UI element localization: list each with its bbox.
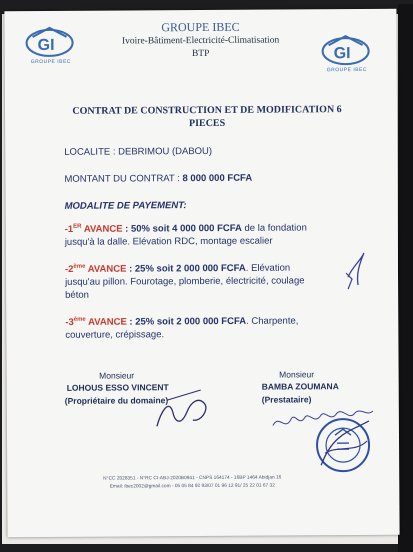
advance-3-ordinal: ème (73, 316, 86, 323)
advance-2-amount: 2 000 000 FCFA (176, 262, 246, 275)
amount-label: MONTANT DU CONTRAT : (64, 173, 183, 185)
advance-2-line2: jusqu'au pillon. Fourotage, plomberie, électricité, coulage (65, 275, 305, 288)
advance-2-line3: béton (65, 289, 89, 301)
footer-contact: Email: ibec2002@gmail.com - 05 05 84 92 93/07 01 96 12 91/ 25 22 01 67 32 (109, 483, 275, 490)
contract-title-line1: CONTRAT DE CONSTRUCTION ET DE MODIFICATION 6 (72, 104, 342, 117)
signature-right-name: BAMBA ZOUMANA (261, 381, 339, 392)
company-name: GROUPE IBEC (161, 19, 240, 35)
payment-heading: MODALITE DE PAYEMENT: (64, 200, 187, 212)
advance-2-prefix: -2 (64, 263, 74, 275)
advance-3-amount: 2 000 000 FCFA (176, 315, 247, 328)
footer-registration: N°CC 2028351 - N°RC CI-ABJ-2020B0941 - CNPS 164174 - 16BP 1464 Abidjan 16 (103, 475, 282, 482)
logo-caption: GROUPE IBEC (30, 58, 71, 66)
advance-3-label: AVANCE (85, 316, 127, 328)
signature-left-name: LOHOUS ESSO VINCENT (66, 382, 169, 393)
logo-initials: GI (37, 36, 55, 54)
advance-1-line2: jusqu'à la dalle. Elévation RDC, montage escalier (64, 235, 273, 248)
advance-3-prefix: -3 (65, 316, 74, 328)
dark-background-edge (398, 4, 413, 552)
advance-1-rest: de la fondation (241, 222, 307, 234)
advance-1-ordinal: ER (73, 223, 82, 230)
signature-left-role: (Propriétaire du domaine) (64, 395, 169, 406)
advance-1-percent: : 50% soit (122, 223, 173, 235)
signature-right-role: (Prestataire) (261, 394, 312, 405)
signature-left-title: Monsieur (99, 370, 135, 381)
advance-1-prefix: -1 (64, 223, 74, 235)
advance-2-line1 (65, 262, 290, 275)
contract-amount (64, 173, 252, 185)
locality-text: LOCALITE : DEBRIMOU (DABOU) (64, 145, 213, 158)
advance-2-label: AVANCE (85, 263, 127, 275)
advance-1-label: AVANCE (81, 223, 123, 235)
logo-caption: GROUPE IBEC (326, 66, 368, 74)
advance-3-line2: couverture, crépissage. (65, 329, 165, 341)
advance-3-line1 (65, 315, 298, 328)
signature-right-title: Monsieur (279, 369, 315, 380)
advance-2-ordinal: ème (73, 263, 86, 270)
logo-initials: GI (333, 45, 351, 63)
advance-3-rest: . Charpente, (246, 315, 299, 327)
left-handwritten-signature (147, 382, 219, 436)
company-activities: Ivoire-Bâtiment-Electricité-Climatisation (121, 35, 280, 47)
advance-1-amount: 4 000 000 FCFA (172, 222, 242, 235)
advance-3-percent: : 25% soit (126, 316, 177, 328)
contract-document (4, 9, 399, 537)
advance-2-rest: . Elévation (245, 262, 291, 274)
company-division: BTP (191, 48, 210, 60)
company-stamp-seal (311, 413, 375, 477)
handwritten-initials-mark (342, 249, 372, 293)
advance-1-line1 (65, 222, 307, 235)
amount-value: 8 000 000 FCFA (182, 172, 253, 185)
contract-title-line2: PIECES (188, 117, 226, 130)
advance-2-percent: : 25% soit (126, 263, 177, 275)
